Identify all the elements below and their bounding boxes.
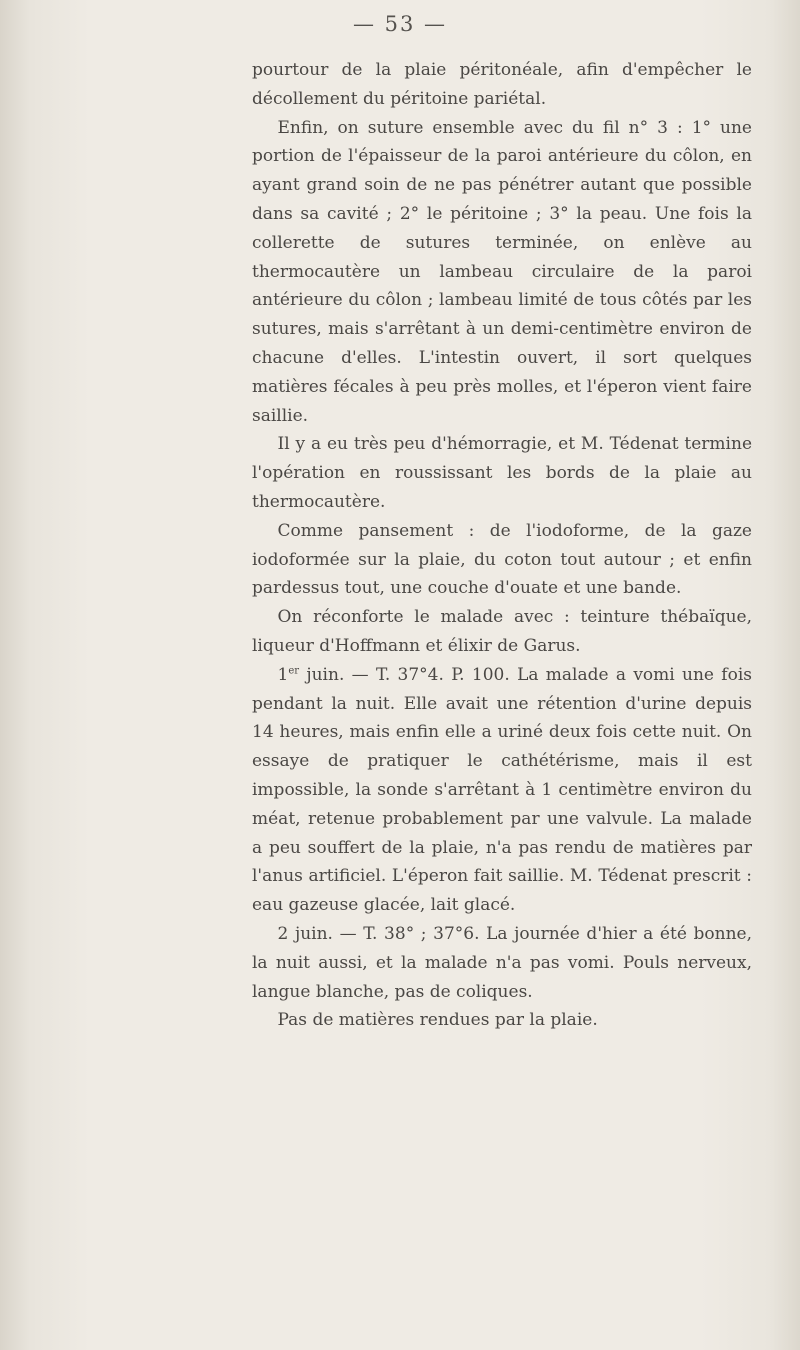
entry-text: juin. — T. 37°4. P. 100. La malade a vomi une fois pendant la nuit. Elle avait une rétention d'urine depuis 14 heures, mais enfin elle a uriné deux fois cette nuit. On essaye de pratiquer le cathétérisme, mais il est impossible, la sonde s'arrêtant à 1 centimètre environ du méat, retenue probablement par une valvule. La malade a peu souffert de la plaie, n'a pas rendu de matières par l'anus artificiel. L'éperon fait saillie. M. Tédenat prescrit : eau gazeuse glacée, lait glacé. xyxy=(252,664,752,916)
body-text xyxy=(252,56,752,1035)
paragraph-hemorrhage: Il y a eu très peu d'hémorragie, et M. Tédenat termine l'opération en roussissant les bords de la plaie au thermocautère. xyxy=(252,434,752,512)
entry-text: juin. — T. 38° ; 37°6. La journée d'hier a été bonne, la nuit aussi, et la malade n'a pas vomi. Pouls nerveux, langue blanche, pas de coliques. xyxy=(252,923,752,1002)
paragraph-suture: Enfin, on suture ensemble avec du fil n° 3 : 1° une portion de l'épaisseur de la paroi antérieure du côlon, en ayant grand soin de ne pas pénétrer autant que possible dans sa cavité ; 2° le péritoine ; 3° la peau. Une fois la collerette de sutures terminée, on enlève au thermocautère un lambeau circulaire de la paroi antérieure du côlon ; lambeau limité de tous côtés par les sutures, mais s'arrêtant à un demi-centimètre environ de chacune d'elles. L'intestin ouvert, il sort quelques matières fécales à peu près molles, et l'éperon vient faire saillie. xyxy=(252,117,752,426)
paragraph-closing: Pas de matières rendues par la plaie. xyxy=(277,1010,598,1031)
entry-june-1 xyxy=(252,661,752,920)
entry-day: 2 xyxy=(277,923,289,944)
paragraph-comfort: On réconforte le malade avec : teinture thébaïque, liqueur d'Hoffmann et élixir de Garus. xyxy=(252,607,752,656)
entry-day: 1 xyxy=(277,664,289,685)
page-number: — 53 — xyxy=(352,12,448,36)
entry-june-2 xyxy=(252,920,752,1006)
entry-day-suffix: er xyxy=(288,665,300,677)
paragraph-dressing: Comme pansement : de l'iodoforme, de la gaze iodoformée sur la plaie, du coton tout autour ; et enfin pardessus tout, une couche d'ouate et une bande. xyxy=(252,520,752,599)
paragraph-continuation: pourtour de la plaie péritonéale, afin d'empêcher le décollement du péritoine pariétal. xyxy=(252,60,752,109)
